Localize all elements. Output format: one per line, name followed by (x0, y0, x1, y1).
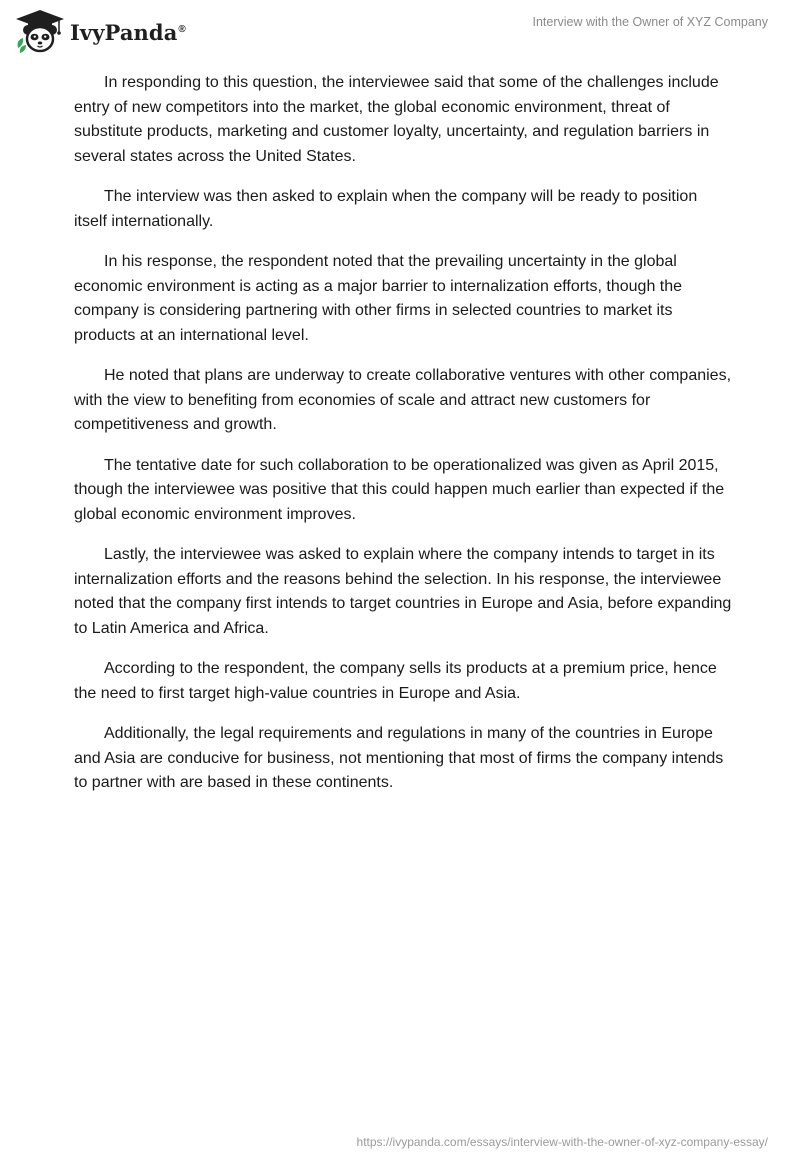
paragraph: The tentative date for such collaboration to be operationalized was given as April 2015, though the interviewee was positive that this could happen much earlier than expected if the global economic environment improves. (74, 456, 725, 523)
essay-body (74, 71, 734, 812)
page-header (0, 0, 800, 60)
ivypanda-logo[interactable] (14, 8, 186, 54)
paragraph: According to the respondent, the company sells its products at a premium price, hence the need to first target high-value countries in Europe and Asia. (74, 660, 717, 702)
source-url[interactable]: https://ivypanda.com/essays/interview-with-the-owner-of-xyz-company-essay/ (356, 1135, 768, 1149)
document-title: Interview with the Owner of XYZ Company (532, 15, 768, 29)
paragraph: In responding to this question, the interviewee said that some of the challenges include entry of new competitors into the market, the global economic environment, threat of substitute products, marketing and customer loyalty, uncertainty, and regulation barriers in several states across the United States. (74, 74, 719, 165)
paragraph: In his response, the respondent noted that the prevailing uncertainty in the global economic environment is acting as a major barrier to internalization efforts, though the company is considering partnering with other firms in selected countries to market its products at an international level. (74, 253, 683, 344)
brand-name: IvyPanda® (70, 19, 186, 45)
paragraph: Additionally, the legal requirements and regulations in many of the countries in Europe and Asia are conducive for business, not mentioning that most of firms the company intends to partner with are based in these continents. (74, 725, 724, 791)
registered-mark: ® (178, 23, 186, 35)
panda-graduate-icon (14, 8, 66, 54)
paragraph: He noted that plans are underway to create collaborative ventures with other companies, with the view to benefiting from economies of scale and attract new customers for competitiveness and growth. (74, 367, 732, 433)
paragraph: The interview was then asked to explain when the company will be ready to position itself internationally. (74, 188, 698, 230)
paragraph: Lastly, the interviewee was asked to explain where the company intends to target in its internalization efforts and the reasons behind the selection. In his response, the interviewee noted that the company first intends to target countries in Europe and Asia, before expanding to Latin America and Africa. (74, 546, 732, 637)
